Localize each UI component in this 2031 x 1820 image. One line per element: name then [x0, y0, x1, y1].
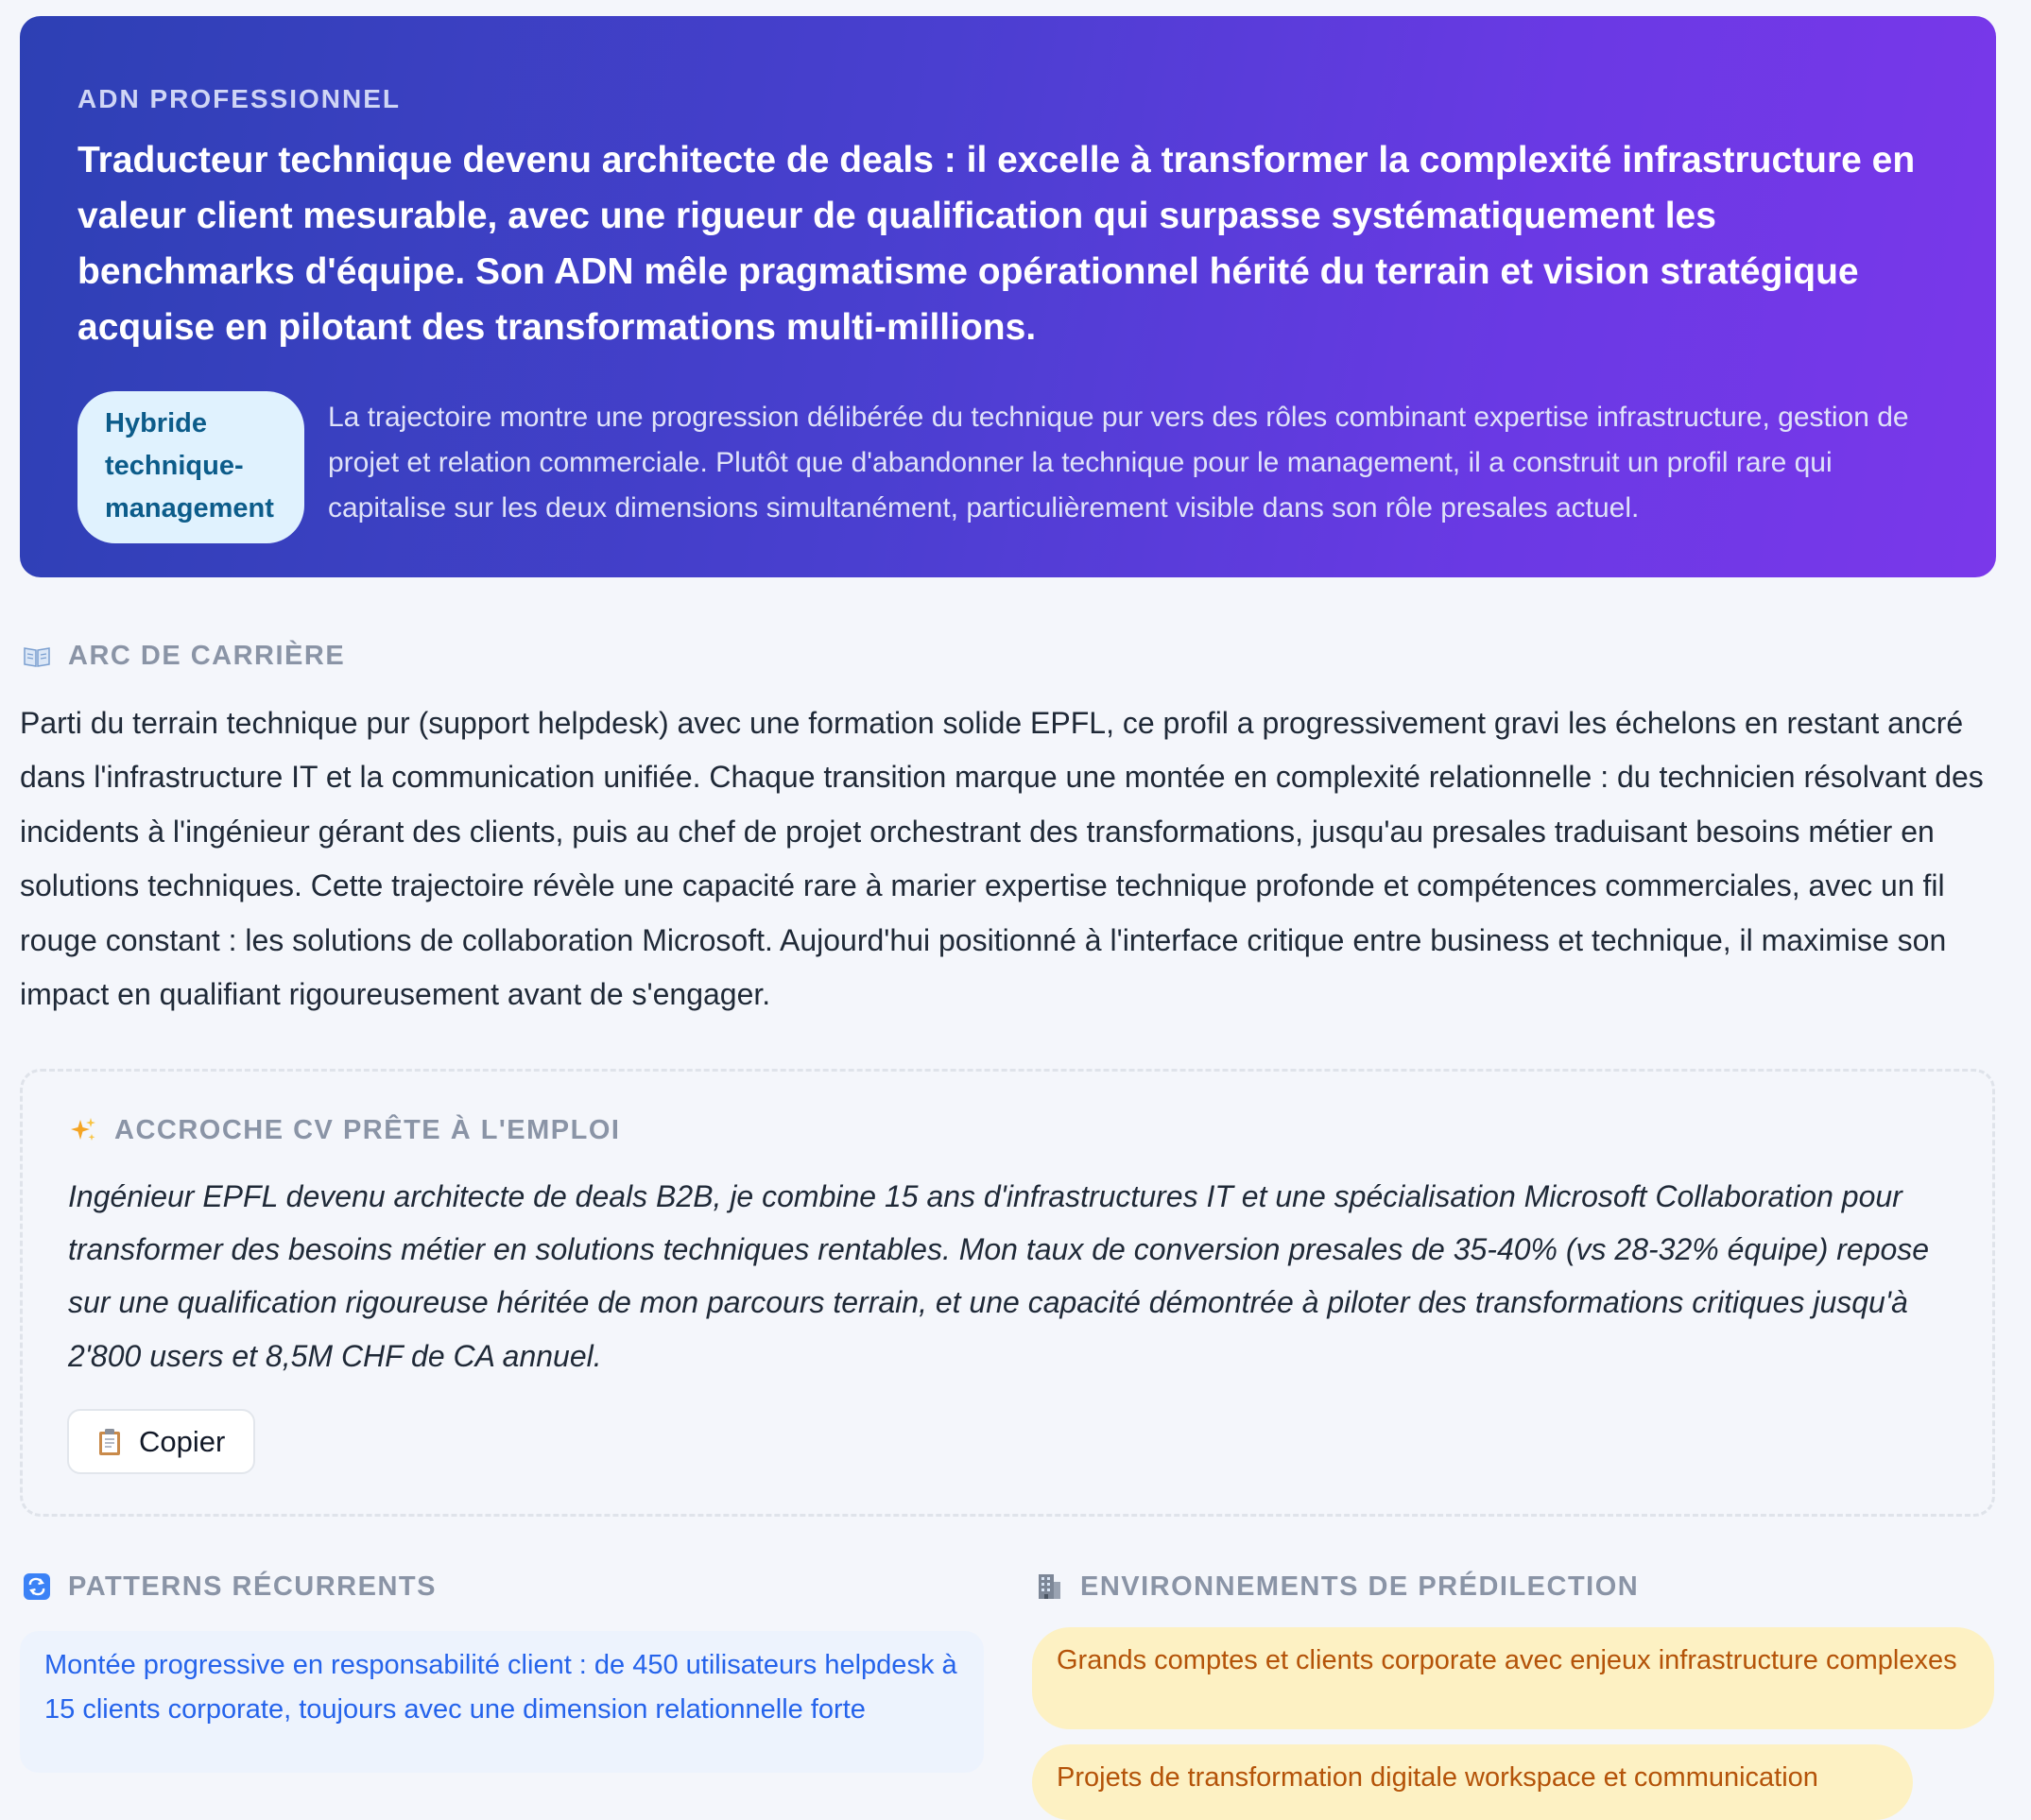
office-building-icon: [1035, 1572, 1063, 1601]
pattern-item: Montée progressive en responsabilité client : de 450 utilisateurs helpdesk à 15 clients corporate, toujours avec une dimension relationnelle forte: [20, 1631, 984, 1773]
profile-type-description: La trajectoire montre une progression délibérée du technique pur vers des rôles combinant expertise infrastructure, gestion de projet et relation commerciale. Plutôt que d'abandonner la technique pour le management, il a construit un profil rare qui capitalise sur les deux dimensions simultanément, particulièrement visible dans son rôle presales actuel.: [328, 402, 1909, 524]
environments-title-text: ENVIRONNEMENTS DE PRÉDILECTION: [1080, 1571, 1640, 1602]
professional-dna-card: [20, 16, 1996, 577]
hero-headline: Traducteur technique devenu architecte de deals : il excelle à transformer la complexité infrastructure en valeur client mesurable, avec une rigueur de qualification qui surpasse systématiquement les benchmarks d'équipe. Son ADN mêle pragmatisme opérationnel hérité du terrain et vision stratégique acquise en pilotant des transformations multi-millions.: [77, 140, 1916, 348]
cv-hook-text: Ingénieur EPFL devenu architecte de deals B2B, je combine 15 ans d'infrastructures IT et une spécialisation Microsoft Collaboration pour transformer des besoins métier en solutions techniques rentables. Mon taux de conversion presales de 35-40% (vs 28-32% équipe) repose sur une qualification rigoureuse héritée de mon parcours terrain, et une capacité démontrée à piloter des transformations critiques jusqu'à 2'800 users et 8,5M CHF de CA annuel.: [68, 1179, 1930, 1373]
career-arc-title-text: ARC DE CARRIÈRE: [68, 641, 346, 671]
open-book-icon: [23, 642, 51, 670]
patterns-title-text: PATTERNS RÉCURRENTS: [68, 1571, 437, 1602]
clipboard-icon: [97, 1428, 122, 1456]
hero-label: ADN PROFESSIONNEL: [77, 84, 402, 113]
cv-hook-title: [69, 1113, 620, 1147]
environment-item: Grands comptes et clients corporate avec enjeux infrastructure complexes: [1032, 1627, 1994, 1729]
copy-button-label: Copier: [139, 1424, 226, 1458]
hero-profile-row: [77, 391, 1939, 543]
career-arc-text: Parti du terrain technique pur (support helpdesk) avec une formation solide EPFL, ce profil a progressivement gravi les échelons en restant ancré dans l'infrastructure IT et la communication unifiée. Chaque transition marque une montée en complexité relationnelle : du technicien résolvant des incidents à l'ingénieur gérant des clients, puis au chef de projet orchestrant des transformations, jusqu'au presales traduisant besoins métier en solutions techniques. Cette trajectoire révèle une capacité rare à marier expertise technique profonde et compétences commerciales, avec un fil rouge constant : les solutions de collaboration Microsoft. Aujourd'hui positionné à l'interface critique entre business et technique, il maximise son impact en qualifiant rigoureusement avant de s'engager.: [20, 706, 1984, 1012]
sparkles-icon: [69, 1116, 97, 1144]
environment-item: Projets de transformation digitale workspace et communication: [1032, 1744, 1913, 1820]
patterns-title: [23, 1570, 437, 1604]
career-arc-title: [23, 639, 345, 673]
profile-type-badge: Hybride technique-management: [77, 391, 304, 543]
repeat-icon: [23, 1572, 51, 1601]
cv-hook-title-text: ACCROCHE CV PRÊTE À L'EMPLOI: [114, 1115, 621, 1145]
environments-title: [1035, 1570, 1639, 1604]
copy-button[interactable]: [67, 1409, 255, 1474]
